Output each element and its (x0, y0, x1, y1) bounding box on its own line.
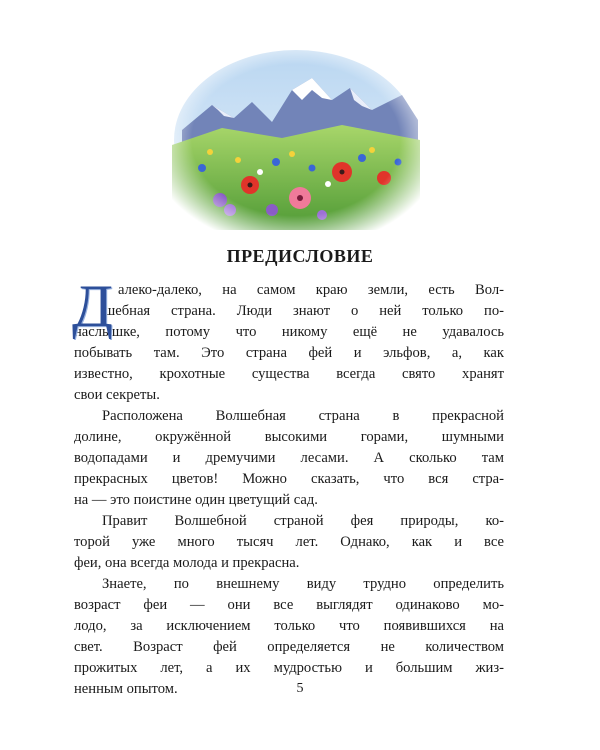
text-line: Знаете, по внешнему виду трудно определить (102, 576, 504, 592)
text-line: возраст феи — они все выглядят одинаково мо- (74, 597, 504, 613)
text-line: Расположена Волшебная страна в прекрасной (102, 408, 504, 424)
text-line: долине, окружённой высокими горами, шумными (74, 429, 504, 445)
text-line: феи, она всегда молода и прекрасна. (74, 555, 300, 571)
text-line: алеко-далеко, на самом краю земли, есть Вол- (118, 282, 504, 298)
text-line: лодо, за исключением только что появившихся на (74, 618, 504, 634)
paragraph-1 (72, 273, 504, 406)
mountain-meadow-flowers-icon (172, 50, 420, 230)
text-line: шебная страна. Люди знают о ней только по- (104, 303, 504, 319)
paragraph-3 (74, 511, 504, 574)
text-line: свои секреты. (74, 387, 160, 403)
page-number: 5 (296, 681, 304, 696)
paragraph-2 (74, 406, 504, 511)
drop-cap-letter: Д (72, 273, 113, 339)
text-line: прожитых лет, а их мудростью и большим жиз- (74, 660, 504, 676)
text-line: известно, крохотные существа всегда свято хранят (74, 366, 504, 382)
page-title: ПРЕДИСЛОВИЕ (226, 246, 374, 266)
text-line: побывать там. Это страна фей и эльфов, а, как (74, 345, 504, 361)
text-line: торой уже много тысяч лет. Однако, как и все (74, 534, 504, 550)
mountain-meadow-illustration (172, 50, 420, 230)
preface-text (72, 273, 504, 700)
text-line: водопадами и дремучими лесами. А сколько там (74, 450, 504, 466)
text-line: Правит Волшебной страной фея природы, ко- (102, 513, 504, 529)
text-line: ненным опытом. (74, 681, 178, 697)
text-line: прекрасных цветов! Можно сказать, что вся стра- (74, 471, 504, 487)
text-line: наслышке, потому что никому ещё не удавалось (74, 324, 504, 340)
text-line: на — это поистине один цветущий сад. (74, 492, 318, 508)
text-line: свет. Возраст фей определяется не количеством (74, 639, 504, 655)
